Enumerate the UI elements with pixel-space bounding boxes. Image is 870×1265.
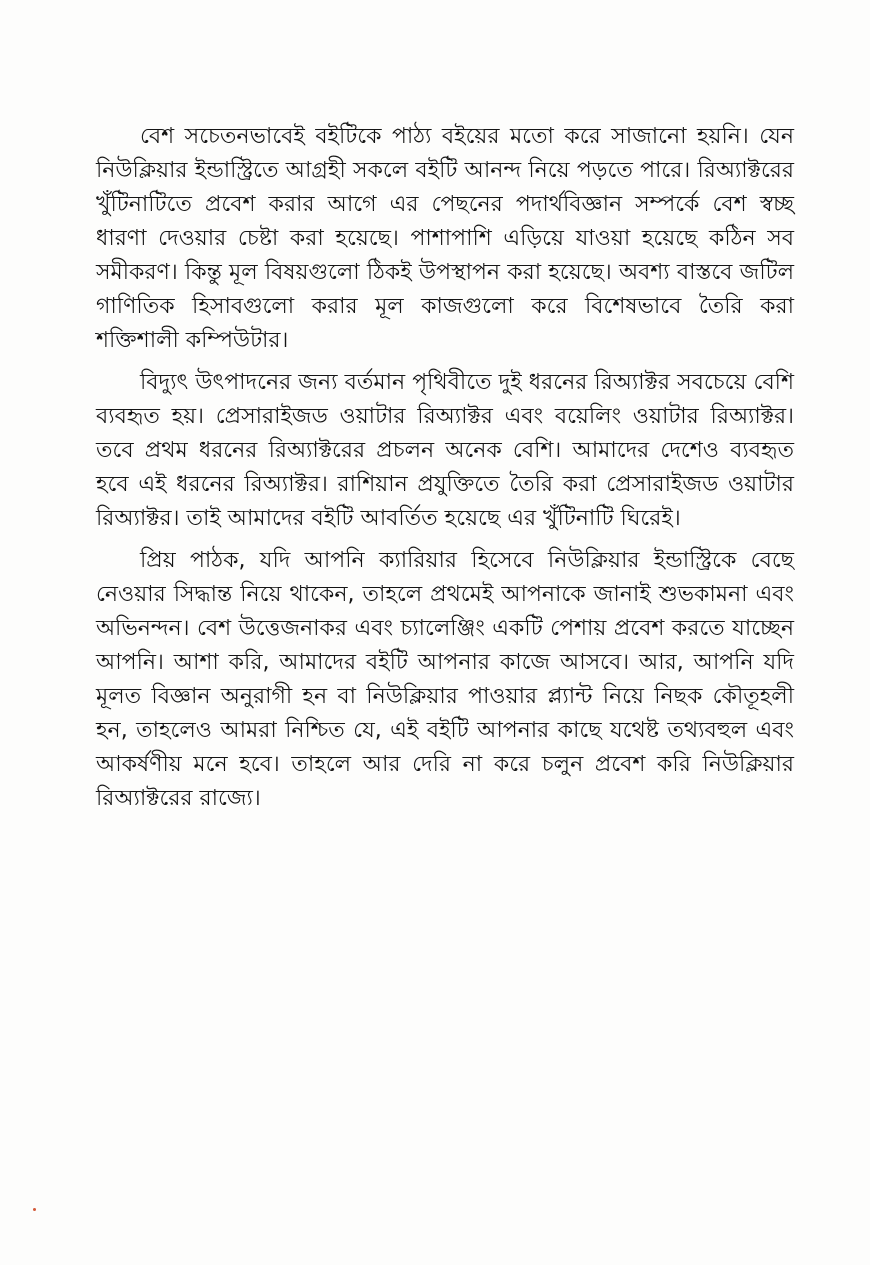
ink-speck — [33, 1208, 36, 1211]
body-text — [96, 120, 794, 824]
paragraph-3: প্রিয় পাঠক, যদি আপনি ক্যারিয়ার হিসেবে নিউক্লিয়ার ইন্ডাস্ট্রিকে বেছে নেওয়ার সিদ্ধান্ত নিয়ে থাকেন, তাহলে প্রথমেই আপনাকে জানাই শুভকামনা এবং অভিনন্দন। বেশ উত্তেজনাকর এবং চ্যালেঞ্জিং একটি পেশায় প্রবেশ করতে যাচ্ছেন আপনি। আশা করি, আমাদের বইটি আপনার কাজে আসবে। আর, আপনি যদি মূলত বিজ্ঞান অনুরাগী হন বা নিউক্লিয়ার পাওয়ার প্ল্যান্ট নিয়ে নিছক কৌতূহলী হন, তাহলেও আমরা নিশ্চিত যে, এই বইটি আপনার কাছে যথেষ্ট তথ্যবহুল এবং আকর্ষণীয় মনে হবে। তাহলে আর দেরি না করে চলুন প্রবেশ করি নিউক্লিয়ার রিঅ্যাক্টরের রাজ্যে। — [96, 548, 794, 811]
paragraph-2: বিদ্যুৎ উৎপাদনের জন্য বর্তমান পৃথিবীতে দুই ধরনের রিঅ্যাক্টর সবচেয়ে বেশি ব্যবহৃত হয়। প্রেসারাইজড ওয়াটার রিঅ্যাক্টর এবং বয়েলিং ওয়াটার রিঅ্যাক্টর। তবে প্রথম ধরনের রিঅ্যাক্টরের প্রচলন অনেক বেশি। আমাদের দেশেও ব্যবহৃত হবে এই ধরনের রিঅ্যাক্টর। রাশিয়ান প্রযুক্তিতে তৈরি করা প্রেসারাইজড ওয়াটার রিঅ্যাক্টর। তাই আমাদের বইটি আবর্তিত হয়েছে এর খুঁটিনাটি ঘিরেই। — [96, 370, 794, 531]
paragraph-1: বেশ সচেতনভাবেই বইটিকে পাঠ্য বইয়ের মতো করে সাজানো হয়নি। যেন নিউক্লিয়ার ইন্ডাস্ট্রিতে আগ্রহী সকলে বইটি আনন্দ নিয়ে পড়তে পারে। রিঅ্যাক্টরের খুঁটিনাটিতে প্রবেশ করার আগে এর পেছনের পদার্থবিজ্ঞান সম্পর্কে বেশ স্বচ্ছ ধারণা দেওয়ার চেষ্টা করা হয়েছে। পাশাপাশি এড়িয়ে যাওয়া হয়েছে কঠিন সব সমীকরণ। কিন্তু মূল বিষয়গুলো ঠিকই উপস্থাপন করা হয়েছে। অবশ্য বাস্তবে জটিল গাণিতিক হিসাবগুলো করার মূল কাজগুলো করে বিশেষভাবে তৈরি করা শক্তিশালী কম্পিউটার। — [96, 124, 794, 353]
